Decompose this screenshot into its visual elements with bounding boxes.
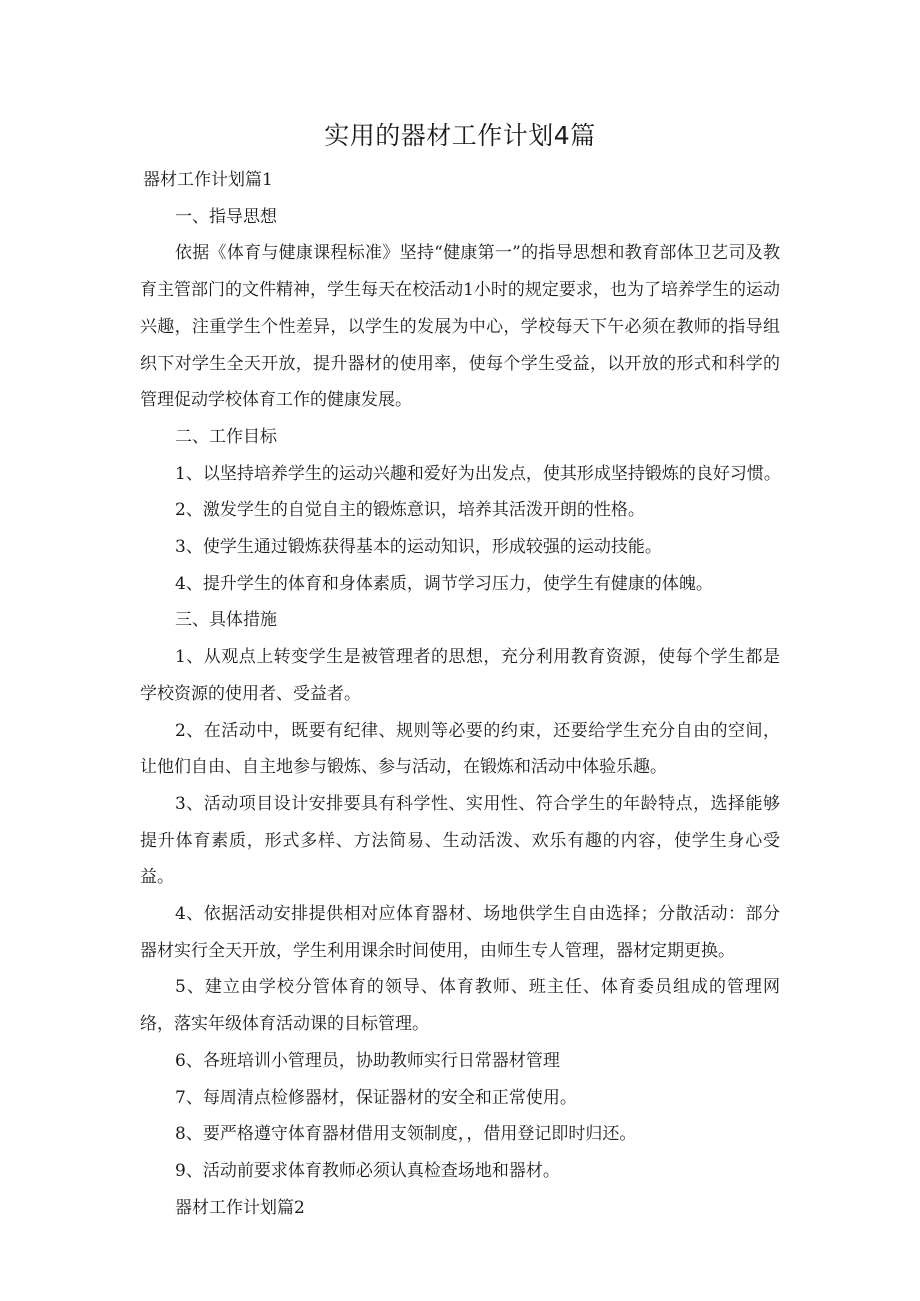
subheading: 一、指导思想 (175, 206, 277, 227)
list-item: 8、要严格遵守体育器材借用支领制度，，借用登记即时归还。 (175, 1124, 637, 1145)
paragraph: 依据《体育与健康课程标准》坚持“健康第一”的指导思想和教育部体卫艺司及教育主管部门的文件精神，学生每天在校活动1小时的规定要求，也为了培养学生的运动兴趣，注重学生个性差异，以学生的发展为中心，学校每天下午必须在教师的指导组织下对学生全天开放，提升器材的使用率，使每个学生受益，以开放的形式和科学的管理促动学校体育工作的健康发展。 (140, 243, 780, 411)
list-item: 5、建立由学校分管体育的领导、体育教师、班主任、体育委员组成的管理网络，落实年级体育活动课的目标管理。 (140, 977, 780, 1035)
document-body (0, 162, 920, 1226)
list-item: 1、从观点上转变学生是被管理者的思想，充分利用教育资源，使每个学生都是学校资源的使用者、受益者。 (140, 647, 780, 704)
list-item: 3、活动项目设计安排要具有科学性、实用性、符合学生的年龄特点，选择能够提升体育素质，形式多样、方法简易、生动活泼、欢乐有趣的内容，使学生身心受益。 (140, 793, 780, 888)
section-heading: 器材工作计划篇2 (175, 1197, 305, 1218)
list-item: 6、各班培训小管理员，协助教师实行日常器材管理 (175, 1050, 560, 1071)
list-item: 4、依据活动安排提供相对应体育器材、场地供学生自由选择；分散活动：部分器材实行全天开放，学生利用课余时间使用，由师生专人管理，器材定期更换。 (140, 904, 780, 961)
subheading: 二、工作目标 (175, 426, 277, 447)
document-title: 实用的器材工作计划4篇 (324, 121, 596, 150)
section-heading: 器材工作计划篇1 (143, 170, 273, 190)
list-item: 7、每周清点检修器材，保证器材的安全和正常使用。 (175, 1087, 577, 1108)
list-item: 3、使学生通过锻炼获得基本的运动知识，形成较强的运动技能。 (175, 537, 662, 558)
subheading: 三、具体措施 (175, 610, 277, 631)
list-item: 2、激发学生的自觉自主的锻炼意识，培养其活泼开朗的性格。 (175, 500, 645, 521)
list-item: 9、活动前要求体育教师必须认真检查场地和器材。 (175, 1160, 560, 1181)
list-item: 4、提升学生的体育和身体素质，调节学习压力，使学生有健康的体魄。 (175, 573, 713, 594)
list-item: 1、以坚持培养学生的运动兴趣和爱好为出发点，使其形成坚持锻炼的良好习惯。 (175, 463, 781, 484)
list-item: 2、在活动中，既要有纪律、规则等必要的约束，还要给学生充分自由的空间，让他们自由、自主地参与锻炼、参与活动，在锻炼和活动中体验乐趣。 (140, 720, 780, 778)
